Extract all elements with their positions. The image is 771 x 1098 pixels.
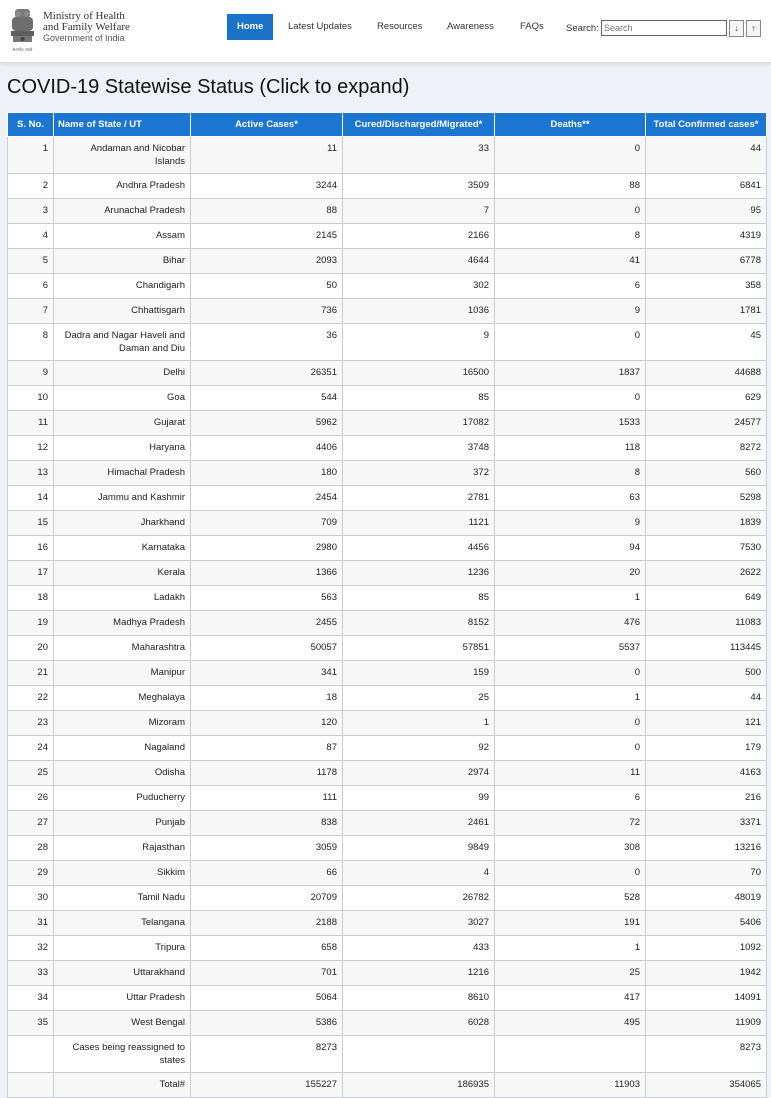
cell-confirmed: 1092 — [646, 936, 767, 961]
cell-cured: 1216 — [343, 961, 495, 986]
table-row[interactable] — [8, 786, 767, 811]
cell-deaths: 528 — [495, 886, 646, 911]
cell-active: 5064 — [191, 986, 343, 1011]
cell-sno: 12 — [8, 436, 54, 461]
cell-sno: 8 — [8, 324, 54, 361]
cell-active: 4406 — [191, 436, 343, 461]
cell-state: Chhattisgarh — [54, 299, 191, 324]
table-row[interactable] — [8, 361, 767, 386]
cell-cured: 2781 — [343, 486, 495, 511]
cell-sno — [8, 1036, 54, 1073]
cell-state: Tripura — [54, 936, 191, 961]
cell-confirmed: 1839 — [646, 511, 767, 536]
table-row[interactable] — [8, 686, 767, 711]
cell-cured: 92 — [343, 736, 495, 761]
cell-active: 2145 — [191, 224, 343, 249]
cell-cured: 1 — [343, 711, 495, 736]
cell-sno: 10 — [8, 386, 54, 411]
cell-active: 3244 — [191, 174, 343, 199]
table-row[interactable] — [8, 174, 767, 199]
cell-confirmed: 5406 — [646, 911, 767, 936]
cell-sno: 6 — [8, 274, 54, 299]
table-row[interactable] — [8, 299, 767, 324]
cell-active: 3059 — [191, 836, 343, 861]
cell-sno: 9 — [8, 361, 54, 386]
cell-cured: 302 — [343, 274, 495, 299]
cell-state: Punjab — [54, 811, 191, 836]
cell-confirmed: 4163 — [646, 761, 767, 786]
cell-sno: 3 — [8, 199, 54, 224]
search-input[interactable] — [601, 20, 727, 36]
cell-cured: 4456 — [343, 536, 495, 561]
cell-sno: 19 — [8, 611, 54, 636]
table-row[interactable] — [8, 911, 767, 936]
cell-deaths: 0 — [495, 324, 646, 361]
cell-sno: 29 — [8, 861, 54, 886]
cell-deaths: 0 — [495, 861, 646, 886]
cell-deaths: 6 — [495, 786, 646, 811]
table-row[interactable] — [8, 137, 767, 174]
nav-latest-updates[interactable]: Latest Updates — [288, 21, 352, 32]
cell-active: 563 — [191, 586, 343, 611]
cell-confirmed: 44 — [646, 686, 767, 711]
table-row[interactable] — [8, 199, 767, 224]
cell-sno: 27 — [8, 811, 54, 836]
cell-cured — [343, 1036, 495, 1073]
top-navbar — [0, 0, 771, 62]
table-row[interactable] — [8, 711, 767, 736]
cell-active: 18 — [191, 686, 343, 711]
cell-deaths: 1837 — [495, 361, 646, 386]
cell-state: Sikkim — [54, 861, 191, 886]
cell-cured: 186935 — [343, 1073, 495, 1098]
table-row[interactable] — [8, 411, 767, 436]
cell-state: Maharashtra — [54, 636, 191, 661]
cell-state: Delhi — [54, 361, 191, 386]
cell-deaths: 20 — [495, 561, 646, 586]
cell-confirmed: 179 — [646, 736, 767, 761]
cell-confirmed: 11083 — [646, 611, 767, 636]
cell-state: Meghalaya — [54, 686, 191, 711]
nav-awareness[interactable]: Awareness — [447, 21, 494, 32]
cell-confirmed: 113445 — [646, 636, 767, 661]
table-row[interactable] — [8, 561, 767, 586]
col-header-deaths[interactable]: Deaths** — [495, 113, 646, 137]
national-emblem-icon — [6, 5, 39, 55]
cell-cured: 99 — [343, 786, 495, 811]
cell-sno: 35 — [8, 1011, 54, 1036]
cell-deaths: 6 — [495, 274, 646, 299]
cell-cured: 2461 — [343, 811, 495, 836]
cell-state: Mizoram — [54, 711, 191, 736]
cell-confirmed: 560 — [646, 461, 767, 486]
cell-state: Jharkhand — [54, 511, 191, 536]
cell-active: 8273 — [191, 1036, 343, 1073]
cell-confirmed: 8272 — [646, 436, 767, 461]
cell-state: Dadra and Nagar Haveli and Daman and Diu — [54, 324, 191, 361]
cell-active: 2455 — [191, 611, 343, 636]
cell-active: 658 — [191, 936, 343, 961]
cell-confirmed: 7530 — [646, 536, 767, 561]
table-row[interactable] — [8, 611, 767, 636]
col-header-confirmed[interactable]: Total Confirmed cases* — [646, 113, 767, 137]
cell-cured: 2166 — [343, 224, 495, 249]
cell-active: 180 — [191, 461, 343, 486]
cell-cured: 26782 — [343, 886, 495, 911]
table-row[interactable] — [8, 486, 767, 511]
table-row[interactable] — [8, 274, 767, 299]
cell-confirmed: 354065 — [646, 1073, 767, 1098]
cell-deaths: 0 — [495, 137, 646, 174]
cell-deaths: 308 — [495, 836, 646, 861]
cell-state: Chandigarh — [54, 274, 191, 299]
cell-confirmed: 14091 — [646, 986, 767, 1011]
cell-deaths: 63 — [495, 486, 646, 511]
cell-cured: 1121 — [343, 511, 495, 536]
cell-confirmed: 121 — [646, 711, 767, 736]
cell-sno: 7 — [8, 299, 54, 324]
cell-cured: 1036 — [343, 299, 495, 324]
cell-state: Uttar Pradesh — [54, 986, 191, 1011]
cell-cured: 2974 — [343, 761, 495, 786]
ministry-logo-text[interactable] — [43, 11, 130, 44]
cell-cured: 8152 — [343, 611, 495, 636]
ministry-line-3: Government of India — [43, 33, 125, 43]
cell-state: Arunachal Pradesh — [54, 199, 191, 224]
cell-deaths: 417 — [495, 986, 646, 1011]
cell-sno: 21 — [8, 661, 54, 686]
cell-active: 1366 — [191, 561, 343, 586]
cell-state: Gujarat — [54, 411, 191, 436]
cell-confirmed: 5298 — [646, 486, 767, 511]
cell-active: 36 — [191, 324, 343, 361]
cell-cured: 57851 — [343, 636, 495, 661]
table-row[interactable] — [8, 961, 767, 986]
cell-active: 5962 — [191, 411, 343, 436]
table-row[interactable] — [8, 324, 767, 361]
cell-active: 88 — [191, 199, 343, 224]
cell-cured: 16500 — [343, 361, 495, 386]
table-row[interactable] — [8, 386, 767, 411]
cell-sno: 34 — [8, 986, 54, 1011]
cell-deaths: 118 — [495, 436, 646, 461]
cell-confirmed: 70 — [646, 861, 767, 886]
cell-state: Telangana — [54, 911, 191, 936]
cell-active: 2454 — [191, 486, 343, 511]
col-header-sno[interactable]: S. No. — [8, 113, 54, 137]
cell-cured: 9849 — [343, 836, 495, 861]
cell-deaths: 72 — [495, 811, 646, 836]
cell-confirmed: 4319 — [646, 224, 767, 249]
table-row[interactable] — [8, 736, 767, 761]
cell-active: 2980 — [191, 536, 343, 561]
ministry-line-1: Ministry of Health — [43, 10, 125, 22]
page-title: COVID-19 Statewise Status (Click to expand) — [7, 76, 410, 98]
cell-active: 5386 — [191, 1011, 343, 1036]
cell-deaths: 8 — [495, 461, 646, 486]
cell-confirmed: 358 — [646, 274, 767, 299]
cell-active: 87 — [191, 736, 343, 761]
cell-sno: 31 — [8, 911, 54, 936]
table-row[interactable] — [8, 536, 767, 561]
cell-deaths: 191 — [495, 911, 646, 936]
cell-sno: 24 — [8, 736, 54, 761]
cell-deaths: 94 — [495, 536, 646, 561]
cell-state: Uttarakhand — [54, 961, 191, 986]
table-row[interactable] — [8, 636, 767, 661]
cell-sno: 5 — [8, 249, 54, 274]
cell-cured: 8610 — [343, 986, 495, 1011]
cell-sno: 18 — [8, 586, 54, 611]
cell-deaths: 11903 — [495, 1073, 646, 1098]
cell-confirmed: 44 — [646, 137, 767, 174]
table-row[interactable] — [8, 886, 767, 911]
cell-cured: 159 — [343, 661, 495, 686]
table-row[interactable] — [8, 461, 767, 486]
cell-state: Madhya Pradesh — [54, 611, 191, 636]
table-row[interactable] — [8, 224, 767, 249]
table-row[interactable] — [8, 586, 767, 611]
cell-sno: 11 — [8, 411, 54, 436]
cell-state: Bihar — [54, 249, 191, 274]
cell-state: Kerala — [54, 561, 191, 586]
emblem-caption: सत्यमेव जयते — [12, 47, 33, 52]
cell-deaths: 495 — [495, 1011, 646, 1036]
cell-cured: 25 — [343, 686, 495, 711]
cell-deaths: 9 — [495, 511, 646, 536]
cell-state: Cases being reassigned to states — [54, 1036, 191, 1073]
cell-deaths: 88 — [495, 174, 646, 199]
statewise-table — [7, 112, 767, 1098]
cell-confirmed: 8273 — [646, 1036, 767, 1073]
cell-deaths: 41 — [495, 249, 646, 274]
cell-cured: 7 — [343, 199, 495, 224]
cell-sno: 4 — [8, 224, 54, 249]
cell-sno: 15 — [8, 511, 54, 536]
cell-confirmed: 1942 — [646, 961, 767, 986]
table-row[interactable] — [8, 1011, 767, 1036]
cell-sno: 30 — [8, 886, 54, 911]
cell-deaths: 0 — [495, 736, 646, 761]
cell-state: Andaman and Nicobar Islands — [54, 137, 191, 174]
nav-faqs[interactable]: FAQs — [520, 21, 544, 32]
table-row[interactable] — [8, 436, 767, 461]
cell-confirmed: 6841 — [646, 174, 767, 199]
cell-deaths: 1 — [495, 686, 646, 711]
table-row[interactable] — [8, 986, 767, 1011]
cell-deaths — [495, 1036, 646, 1073]
cell-active: 736 — [191, 299, 343, 324]
search-next-button[interactable]: ↓ — [729, 20, 744, 37]
cell-deaths: 1 — [495, 586, 646, 611]
cell-active: 111 — [191, 786, 343, 811]
cell-sno: 13 — [8, 461, 54, 486]
cell-sno — [8, 1073, 54, 1098]
cell-confirmed: 45 — [646, 324, 767, 361]
cell-sno: 1 — [8, 137, 54, 174]
cell-active: 120 — [191, 711, 343, 736]
cell-confirmed: 48019 — [646, 886, 767, 911]
table-row[interactable] — [8, 511, 767, 536]
cell-confirmed: 3371 — [646, 811, 767, 836]
cell-active: 2188 — [191, 911, 343, 936]
cell-state: West Bengal — [54, 1011, 191, 1036]
cell-confirmed: 649 — [646, 586, 767, 611]
cell-sno: 28 — [8, 836, 54, 861]
cell-state: Assam — [54, 224, 191, 249]
cell-deaths: 11 — [495, 761, 646, 786]
cell-sno: 26 — [8, 786, 54, 811]
table-row[interactable] — [8, 936, 767, 961]
cell-deaths: 5537 — [495, 636, 646, 661]
cell-active: 838 — [191, 811, 343, 836]
cell-active: 66 — [191, 861, 343, 886]
cell-deaths: 0 — [495, 711, 646, 736]
cell-state: Manipur — [54, 661, 191, 686]
cell-cured: 17082 — [343, 411, 495, 436]
cell-confirmed: 24577 — [646, 411, 767, 436]
col-header-state[interactable]: Name of State / UT — [54, 113, 191, 137]
cell-active: 20709 — [191, 886, 343, 911]
cell-confirmed: 6778 — [646, 249, 767, 274]
table-row[interactable] — [8, 836, 767, 861]
cell-active: 341 — [191, 661, 343, 686]
cell-active: 709 — [191, 511, 343, 536]
cell-deaths: 25 — [495, 961, 646, 986]
cell-active: 701 — [191, 961, 343, 986]
cell-state: Haryana — [54, 436, 191, 461]
cell-active: 2093 — [191, 249, 343, 274]
cell-sno: 25 — [8, 761, 54, 786]
cell-sno: 14 — [8, 486, 54, 511]
table-row[interactable] — [8, 761, 767, 786]
cell-confirmed: 629 — [646, 386, 767, 411]
ministry-line-2: and Family Welfare — [43, 21, 130, 33]
cell-state: Ladakh — [54, 586, 191, 611]
cell-state: Jammu and Kashmir — [54, 486, 191, 511]
cell-state: Nagaland — [54, 736, 191, 761]
cell-active: 155227 — [191, 1073, 343, 1098]
cell-cured: 3509 — [343, 174, 495, 199]
cell-sno: 32 — [8, 936, 54, 961]
cell-state: Rajasthan — [54, 836, 191, 861]
cell-cured: 4644 — [343, 249, 495, 274]
cell-deaths: 0 — [495, 386, 646, 411]
nav-home[interactable]: Home — [227, 14, 273, 40]
cell-confirmed: 500 — [646, 661, 767, 686]
cell-sno: 22 — [8, 686, 54, 711]
table-row[interactable] — [8, 661, 767, 686]
table-total-row[interactable] — [8, 1073, 767, 1098]
cell-sno: 17 — [8, 561, 54, 586]
cell-confirmed: 13216 — [646, 836, 767, 861]
cell-deaths: 1533 — [495, 411, 646, 436]
cell-state: Himachal Pradesh — [54, 461, 191, 486]
cell-state: Tamil Nadu — [54, 886, 191, 911]
cell-sno: 16 — [8, 536, 54, 561]
cell-cured: 85 — [343, 586, 495, 611]
cell-confirmed: 11909 — [646, 1011, 767, 1036]
cell-confirmed: 216 — [646, 786, 767, 811]
col-header-cured[interactable]: Cured/Discharged/Migrated* — [343, 113, 495, 137]
cell-sno: 2 — [8, 174, 54, 199]
cell-confirmed: 1781 — [646, 299, 767, 324]
cell-active: 1178 — [191, 761, 343, 786]
cell-cured: 3027 — [343, 911, 495, 936]
cell-state: Goa — [54, 386, 191, 411]
cell-cured: 9 — [343, 324, 495, 361]
nav-resources[interactable]: Resources — [377, 21, 423, 32]
cell-active: 26351 — [191, 361, 343, 386]
cell-cured: 6028 — [343, 1011, 495, 1036]
cell-deaths: 9 — [495, 299, 646, 324]
col-header-active[interactable]: Active Cases* — [191, 113, 343, 137]
table-row[interactable] — [8, 1036, 767, 1073]
cell-deaths: 476 — [495, 611, 646, 636]
table-header-row — [8, 113, 767, 137]
table-row[interactable] — [8, 861, 767, 886]
search-label: Search: — [566, 23, 599, 34]
cell-cured: 3748 — [343, 436, 495, 461]
cell-cured: 33 — [343, 137, 495, 174]
cell-cured: 433 — [343, 936, 495, 961]
cell-cured: 1236 — [343, 561, 495, 586]
cell-sno: 33 — [8, 961, 54, 986]
cell-confirmed: 2622 — [646, 561, 767, 586]
cell-confirmed: 95 — [646, 199, 767, 224]
cell-state: Total# — [54, 1073, 191, 1098]
table-row[interactable] — [8, 249, 767, 274]
cell-sno: 23 — [8, 711, 54, 736]
cell-state: Karnataka — [54, 536, 191, 561]
search-prev-button[interactable]: ↑ — [746, 20, 761, 37]
cell-active: 544 — [191, 386, 343, 411]
cell-state: Odisha — [54, 761, 191, 786]
cell-confirmed: 44688 — [646, 361, 767, 386]
cell-cured: 85 — [343, 386, 495, 411]
cell-sno: 20 — [8, 636, 54, 661]
cell-state: Puducherry — [54, 786, 191, 811]
cell-active: 11 — [191, 137, 343, 174]
cell-deaths: 0 — [495, 199, 646, 224]
cell-cured: 4 — [343, 861, 495, 886]
cell-deaths: 0 — [495, 661, 646, 686]
cell-cured: 372 — [343, 461, 495, 486]
cell-deaths: 1 — [495, 936, 646, 961]
table-row[interactable] — [8, 811, 767, 836]
cell-active: 50 — [191, 274, 343, 299]
cell-state: Andhra Pradesh — [54, 174, 191, 199]
cell-deaths: 8 — [495, 224, 646, 249]
cell-active: 50057 — [191, 636, 343, 661]
